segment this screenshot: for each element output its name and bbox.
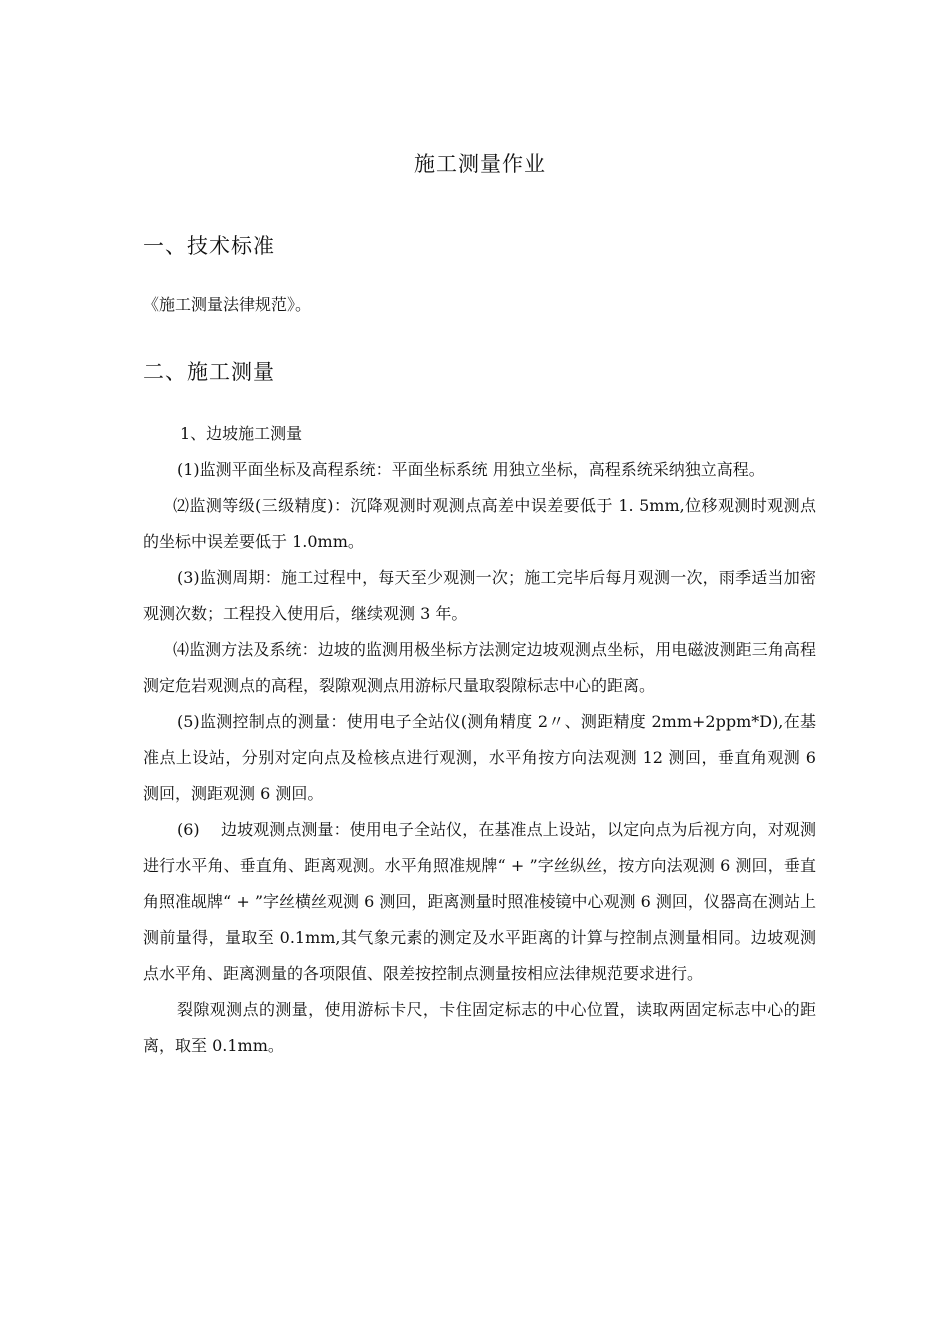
section-heading-survey: 二、施工测量 <box>143 360 275 384</box>
subsection-heading-slope: 1、边坡施工测量 <box>180 424 303 443</box>
paragraph-5: (5)监测控制点的测量：使用电子全站仪(测角精度 2〃、测距精度 2mm+2ppm*D),在基准点上设站，分别对定向点及检核点进行观测，水平角按方向法观测 12 测回，垂直角观测 6 测回，测距观测 6 测回。 <box>143 712 816 803</box>
paragraph-3: (3)监测周期：施工过程中，每天至少观测一次；施工完毕后每月观测一次，雨季适当加密观测次数；工程投入使用后，继续观测 3 年。 <box>143 568 816 623</box>
standards-text: 《施工测量法律规范》。 <box>143 295 312 314</box>
page-title: 施工测量作业 <box>414 152 546 176</box>
paragraph-6: (6) 边坡观测点测量：使用电子全站仪，在基准点上设站，以定向点为后视方向，对观测进行水平角、垂直角、距离观测。水平角照准规牌“ + ”字丝纵丝，按方向法观测 6 测回，垂直角照准觇牌“ + ”字丝横丝观测 6 测回，距离测量时照准棱镜中心观测 6 测回，仪器高在测站上测前量得，量取至 0.1mm,其气象元素的测定及水平距离的计算与控制点测量相同。边坡观测点水平角、距离测量的各项限值、限差按控制点测量按相应法律规范要求进行。 <box>143 820 816 983</box>
paragraph-1: (1)监测平面坐标及高程系统：平面坐标系统 用独立坐标，高程系统采纳独立高程。 <box>177 460 765 479</box>
paragraph-7: 裂隙观测点的测量，使用游标卡尺，卡住固定标志的中心位置，读取两固定标志中心的距离，取至 0.1mm。 <box>143 1000 816 1055</box>
survey-body <box>143 452 816 1064</box>
section-heading-standards: 一、技术标准 <box>143 234 275 258</box>
paragraph-2: ⑵监测等级(三级精度)：沉降观测时观测点高差中误差要低于 1. 5mm,位移观测时观测点的坐标中误差要低于 1.0mm。 <box>143 496 816 551</box>
paragraph-4: ⑷监测方法及系统：边坡的监测用极坐标方法测定边坡观测点坐标，用电磁波测距三角高程测定危岩观测点的高程，裂隙观测点用游标尺量取裂隙标志中心的距离。 <box>143 640 816 695</box>
